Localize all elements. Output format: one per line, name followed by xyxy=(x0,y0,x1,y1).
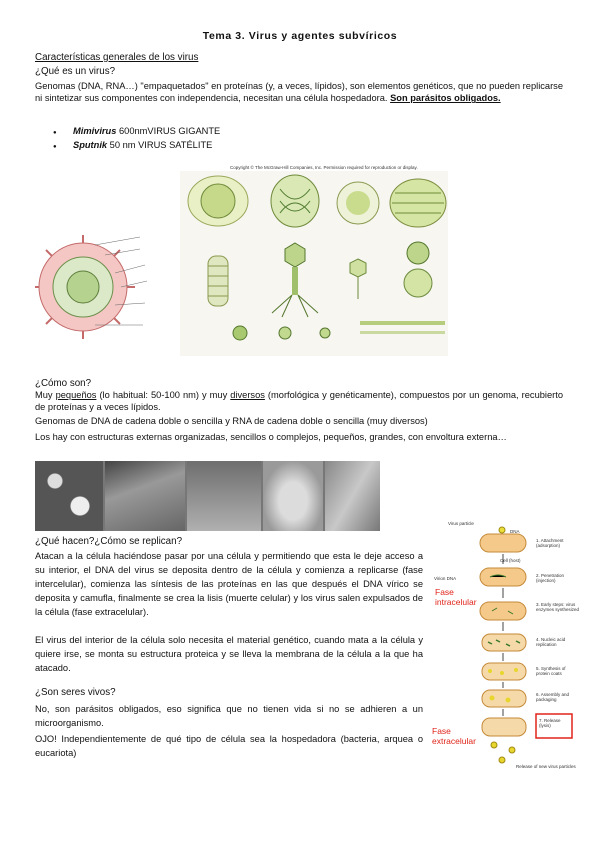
virus-morphology-figure xyxy=(180,165,448,355)
question-how-are-they: ¿Cómo son? xyxy=(35,378,92,389)
paragraph-virus-definition xyxy=(35,80,563,104)
size-diverse-underlined: diversos xyxy=(230,390,265,400)
bullet-mimivirus-name: Mimivirus xyxy=(73,126,117,136)
figure-copyright-caption: Copyright © The McGraw-Hill Companies, Inc. Permission required for reproduction or display. xyxy=(230,165,418,170)
step-3-early-steps: 3. Early steps: virus enzymes synthesized xyxy=(536,602,580,612)
question-living-beings: ¿Son seres vivos? xyxy=(35,687,116,698)
label-release-new-particles: Release of new virus particles xyxy=(516,764,576,769)
size-text-a: Muy xyxy=(35,390,56,400)
section-heading: Características generales de los virus xyxy=(35,52,199,63)
paragraph-replication: Atacan a la célula haciéndose pasar por una célula y permitiendo que esta le deje acceso a su interior, el DNA del virus se deposita dentro de la célula y comienza a replicarse (fase intercelular), comienza las síntesis de las proteínas en las que después el DNA vírico se deposita y camufla, finalmente se crea la lisis (muerte celular) y los virus salen expulsados de la célula (fase extracelular). xyxy=(35,551,423,617)
bullet-mimivirus xyxy=(73,125,220,137)
page-title: Tema 3. Virus y agentes subvíricos xyxy=(202,30,398,42)
label-dna: DNA xyxy=(510,529,520,534)
paragraph-genetic-material: El virus del interior de la célula solo necesita el material genético, cuando mata a la célula y quiere irse, se monta su estructura proteica y se lleva la membrana de la célula a la que ha atacado. xyxy=(35,635,423,673)
step-5-synthesis-protein-coats: 5. Synthesis of protein coats xyxy=(536,666,566,676)
paragraph-obligate-parasites: No, son parásitos obligados, eso significa que no tienen vida si no se adhieren a un microorganismo. xyxy=(35,704,423,728)
paragraph-structures: Los hay con estructuras externas organizadas, sencillos o complejos, pequeños, grandes, con envoltura externa… xyxy=(35,432,507,442)
paragraph-genomes: Genomas de DNA de cadena doble o sencilla y RNA de cadena doble o sencilla (muy diversos) xyxy=(35,416,428,426)
paragraph-host-cell-types: OJO! Independientemente de qué tipo de célula sea la hospedadora (bacteria, arquea o eucariota) xyxy=(35,734,423,758)
obligate-parasites-highlight: Son parásitos obligados. xyxy=(390,93,501,104)
bullet-sputnik-name: Sputnik xyxy=(73,140,108,150)
size-small-underlined: pequeños xyxy=(55,390,97,400)
virus-definition-text: Genomas (DNA, RNA…) "empaquetados" en proteínas (y, a veces, lípidos), son elementos genéticos, que no pueden replicarse ni sintetizar sus componentes con independencia, necesitan una célula hospedadora. xyxy=(35,81,563,104)
question-what-do-they-do: ¿Qué hacen?¿Cómo se replican? xyxy=(35,536,183,547)
size-text-b: (lo habitual: 50-100 nm) y muy xyxy=(96,390,231,400)
micrograph-5 xyxy=(325,461,380,531)
micrograph-2 xyxy=(105,461,185,531)
virus-micrographs xyxy=(35,461,380,531)
step-6-assembly-packaging: 6. Assembly and packaging xyxy=(536,692,570,702)
label-intracellular-phase: Fase intracelular xyxy=(435,587,477,607)
bullet-sputnik-text: 50 nm VIRUS SATÉLITE xyxy=(107,140,213,150)
label-virus-particle: Virus particle xyxy=(448,521,474,526)
step-7-release-lysis: 7. Release (lysis) xyxy=(539,718,561,728)
size-text-c: (morfológica y genéticamente), compuestos por un genoma, recubierto de proteínas y a veces lípidos. xyxy=(35,390,563,413)
label-cell-host: Cell (host) xyxy=(500,558,521,563)
bullet-sputnik xyxy=(73,139,212,151)
micrograph-1 xyxy=(35,461,103,531)
virion-structure-diagram xyxy=(35,225,170,350)
step-1-attachment: 1. Attachment (adsorption) xyxy=(536,538,564,548)
micrograph-4 xyxy=(263,461,323,531)
step-4-nucleic-acid-replication: 4. Nucleic acid replication xyxy=(536,637,566,647)
micrograph-3 xyxy=(187,461,261,531)
virus-shapes-illustration xyxy=(180,171,448,356)
replication-cycle-diagram xyxy=(432,518,582,773)
label-extracellular-phase: Fase extracelular xyxy=(432,726,476,746)
step-2-penetration: 2. Penetration (injection) xyxy=(536,573,565,583)
label-virion-dna: Virion DNA xyxy=(434,576,457,581)
paragraph-size-diversity xyxy=(35,389,563,413)
bullet-mimivirus-text: 600nmVIRUS GIGANTE xyxy=(116,126,221,136)
question-what-is-virus: ¿Qué es un virus? xyxy=(35,66,116,77)
